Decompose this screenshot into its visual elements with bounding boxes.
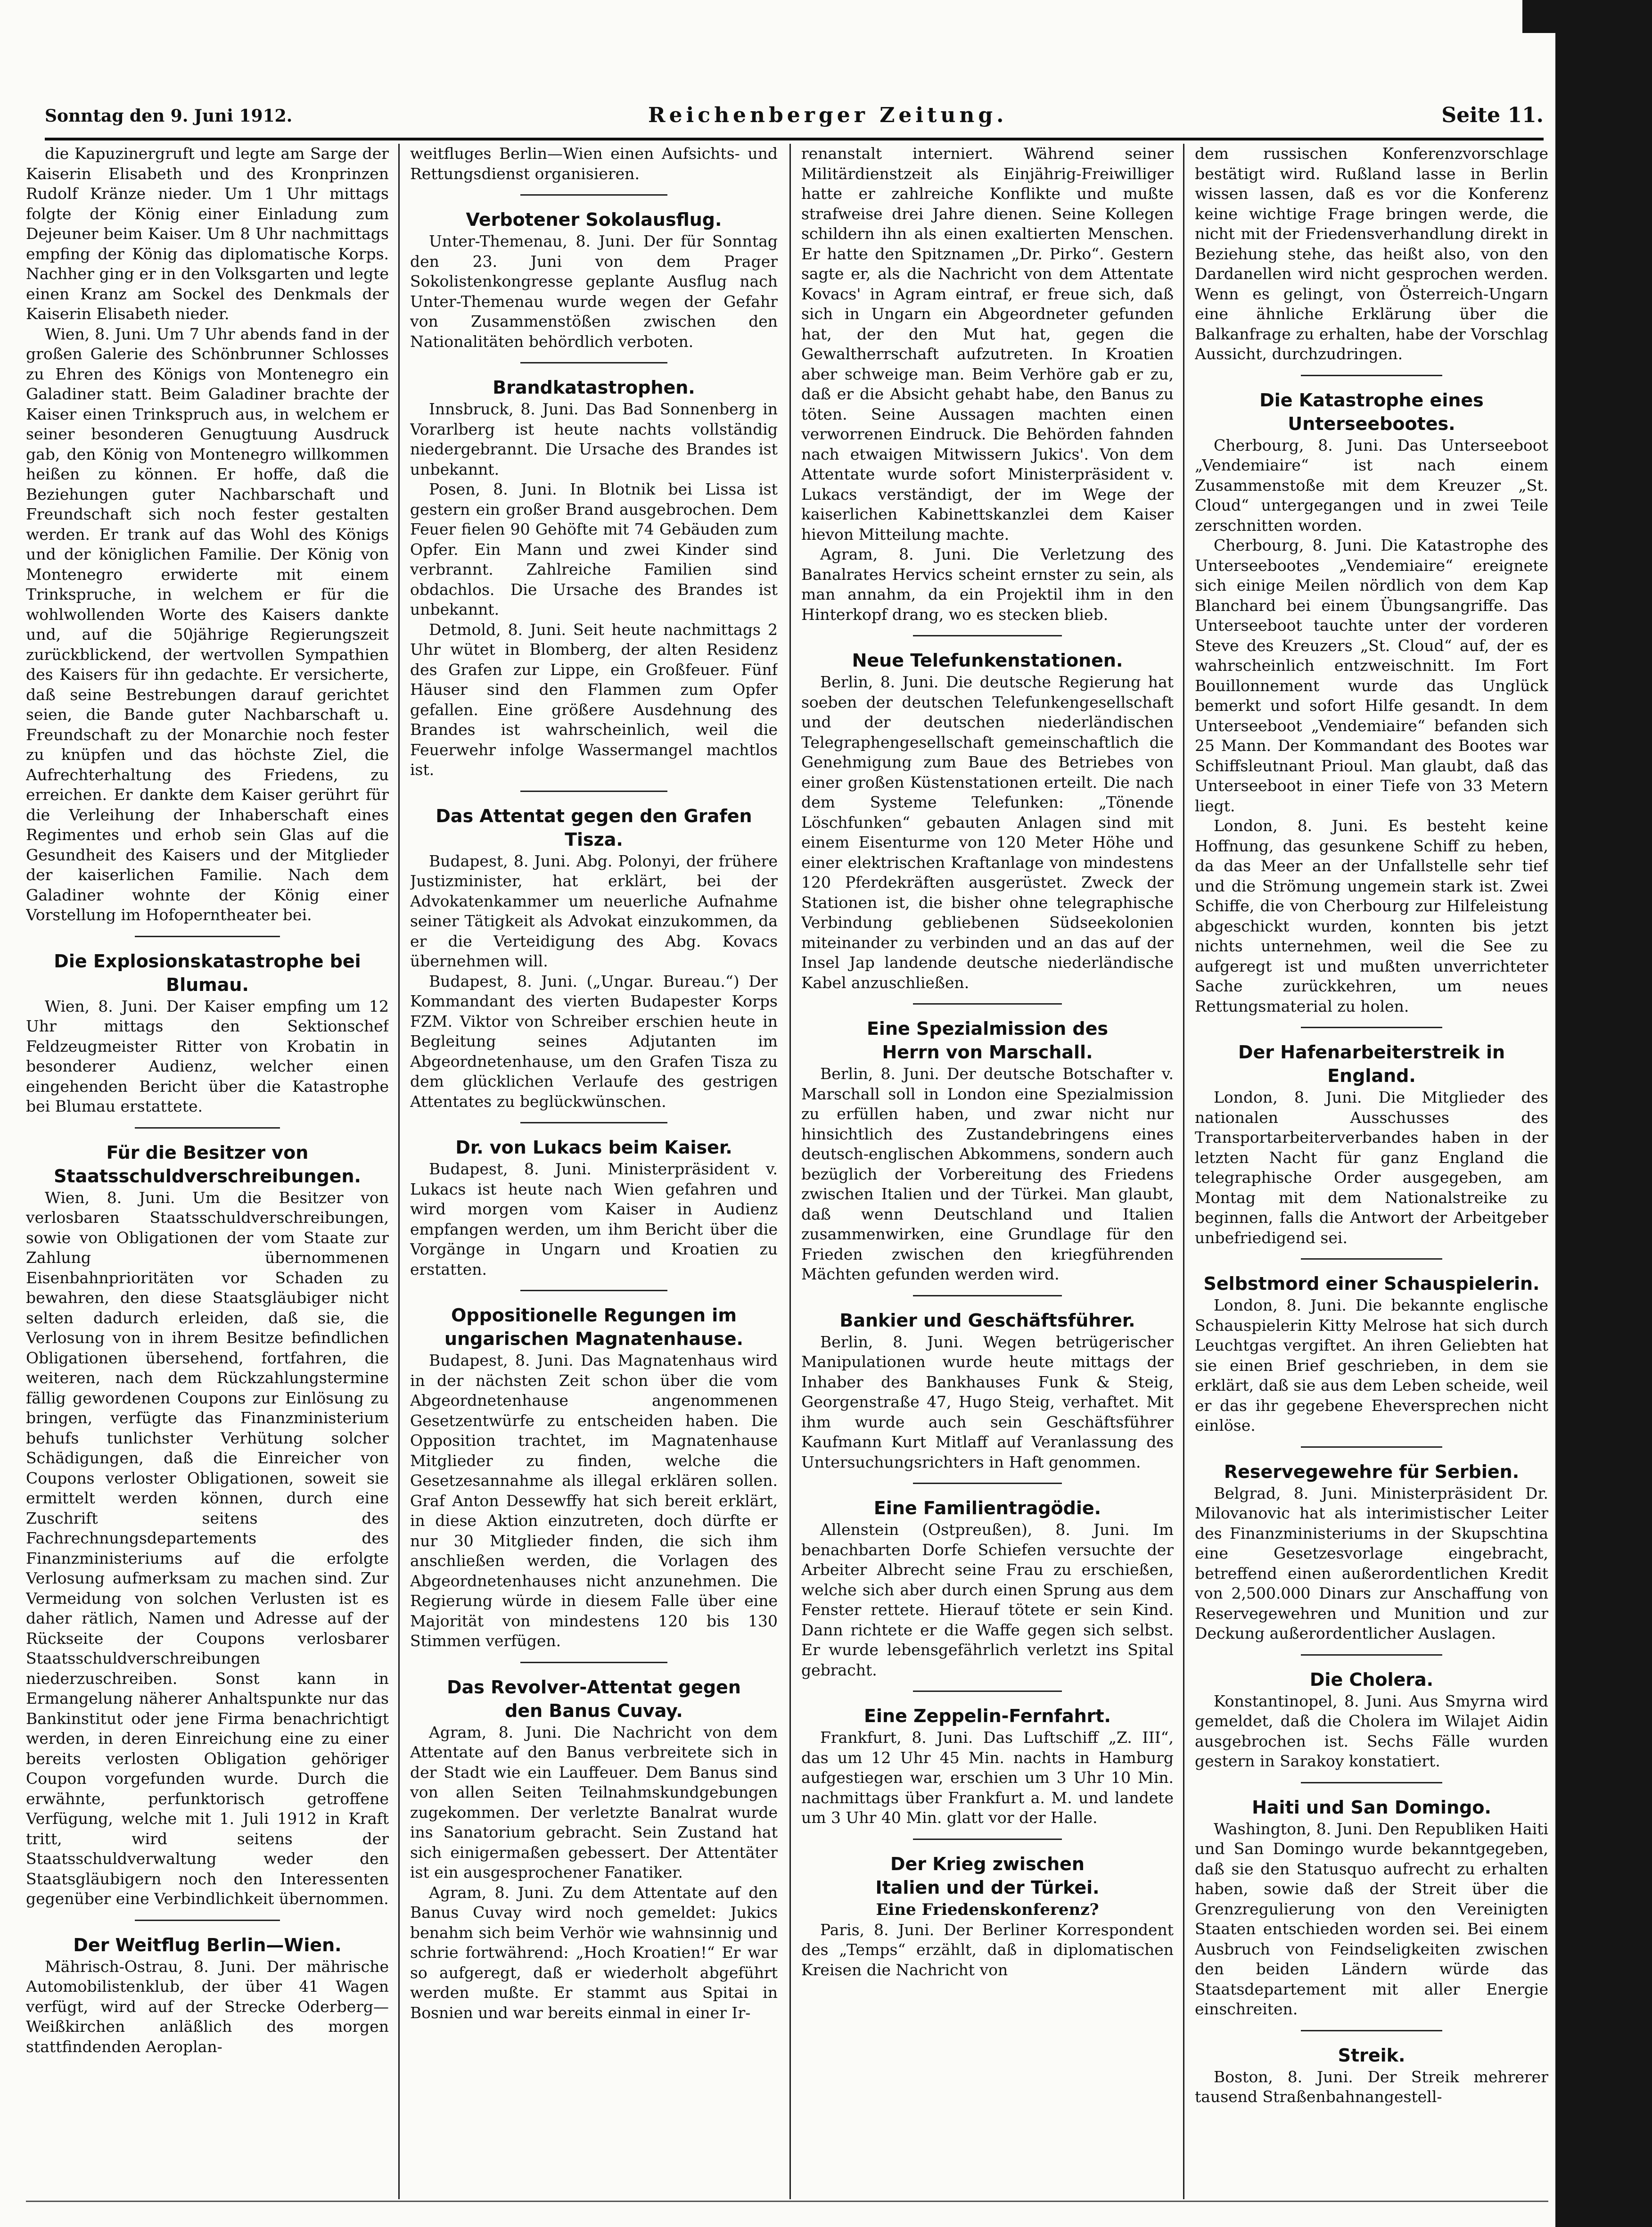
article-paragraph: Innsbruck, 8. Juni. Das Bad Sonnenberg in Vorarlberg ist heute nachts vollständig niedergebrannt. Die Ursache des Brandes ist unbekannt. (410, 400, 778, 478)
section-rule (520, 362, 667, 363)
article-headline: Staatsschuldverschreibungen. (54, 1165, 361, 1187)
article-headline: Italien und der Türkei. (875, 1877, 1100, 1898)
column-4 (1195, 144, 1548, 2199)
column-separator (398, 144, 400, 2199)
section-rule (135, 1127, 280, 1129)
article-headline: Eine Zeppelin-Fernfahrt. (864, 1706, 1111, 1726)
article-headline: Eine Familientragödie. (873, 1498, 1101, 1518)
section-rule (135, 936, 280, 937)
section-rule (520, 791, 667, 792)
article-paragraph: Berlin, 8. Juni. Wegen betrügerischer Manipulationen wurde heute mittags der Inhaber des Bankhauses Funk & Steig, Georgenstraße 47, Hugo Steig, verhaftet. Mit ihm wurde auch sein Geschäftsführer Kaufmann Kurt Mitlaff auf Veranlassung des Untersuchungsrichters in Haft genommen. (801, 1332, 1174, 1471)
section-rule (1301, 1446, 1442, 1448)
article-paragraph: Budapest, 8. Juni. Ministerpräsident v. Lukacs ist heute nach Wien gefahren und wird morgen vom Kaiser in Audienz empfangen werden, um ihm Bericht über die Vorgänge in Ungarn und Kroatien zu erstatten. (410, 1160, 778, 1278)
section-rule (520, 1290, 667, 1291)
article-paragraph: weitfluges Berlin—Wien einen Aufsichts- und Rettungsdienst organisieren. (410, 144, 778, 183)
article-paragraph: dem russischen Konferenzvorschlage bestätigt wird. Rußland lasse in Berlin wissen lassen, daß es vor die Konferenz keine wichtige Frage bringen werde, die nicht mit der Friedensverhandlung direkt in Beziehung stehe, das heißt also, von den Dardanellen wird nicht gesprochen werden. Wenn es gelingt, von Österreich-Ungarn eine ähnliche Erklärung über die Balkanfrage zu erhalten, habe der Vorschlag Aussicht, durchzudringen. (1195, 144, 1548, 363)
article-paragraph: Agram, 8. Juni. Die Verletzung des Banalrates Hervics scheint ernster zu sein, als man annahm, da ein Projektil ihm in den Hinterkopf drang, wo es stecken blieb. (801, 545, 1174, 624)
article-headline: Streik. (1338, 2045, 1405, 2066)
column-separator (789, 144, 791, 2199)
scan-border (1555, 0, 1652, 2227)
article-headline: Der Krieg zwischen (890, 1853, 1085, 1874)
article-headline: Verbotener Sokolausflug. (466, 209, 722, 230)
article-paragraph: Agram, 8. Juni. Zu dem Attentate auf den Banus Cuvay wird noch gemeldet: Jukics benahm sich beim Verhör wie wahnsinnig und schrie fortwährend: „Hoch Kroatien!“ Er war so aufgeregt, daß er wiederholt abgeführt werden mußte. Er stammt aus Spitai in Bosnien und war bereits einmal in einer Ir- (410, 1883, 778, 2022)
article-paragraph: Unter-Themenau, 8. Juni. Der für Sonntag den 23. Juni von dem Prager Sokolistenkongresse geplante Ausflug nach Unter-Themenau wurde wegen der Gefahr von Zusammenstößen zwischen den Nationalitäten behördlich verboten. (410, 232, 778, 351)
article-paragraph: London, 8. Juni. Die Mitglieder des nationalen Ausschusses des Transportarbeiterverbandes haben in der letzten Nacht für ganz England die telegraphische Order ausgegeben, am Montag mit dem Nationalstreike zu beginnen, falls die Antwort der Arbeitgeber unbefriedigend sei. (1195, 1088, 1548, 1247)
article-headline: Der Weitflug Berlin—Wien. (73, 1934, 342, 1955)
column-separator (1183, 144, 1184, 2199)
article-paragraph: Berlin, 8. Juni. Die deutsche Regierung hat soeben der deutschen Telefunkengesellschaft und der deutschen niederländischen Telegraphengesellschaft gemeinschaftlich die Genehmigung zum Baue des Betriebes von einer großen Küstenstationen erteilt. Die nach dem Systeme Telefunken: „Tönende Löschfunken“ gebauten Anlagen sind mit einem Eisenturme von 120 Meter Höhe und einer elektrischen Kraftanlage von mindestens 120 Pferdekräften ausgerüstet. Zweck der Stationen ist, die bisher ohne telegraphische Verbindung gebliebenen Südseekolonien miteinander zu verbinden und an das auf der Insel Jap landende deutsche niederländische Kabel anzuschließen. (801, 673, 1174, 992)
column-2 (410, 144, 778, 2199)
section-rule (520, 1122, 667, 1123)
bottom-rule (26, 2201, 1548, 2202)
article-paragraph: Detmold, 8. Juni. Seit heute nachmittags 2 Uhr wütet in Blomberg, der alten Residenz des Grafen zur Lippe, ein Großfeuer. Fünf Häuser sind den Flammen zum Opfer gefallen. Eine größere Ausdehnung des Brandes ist wahrscheinlich, weil die Feuerwehr infolge Wassermangel machtlos ist. (410, 620, 778, 779)
article-headline: Für die Besitzer von (106, 1142, 309, 1163)
section-rule (913, 1691, 1062, 1692)
article-headline: Die Explosionskatastrophe bei Blumau. (54, 950, 361, 995)
article-paragraph: Boston, 8. Juni. Der Streik mehrerer tausend Straßenbahnangestell- (1195, 2067, 1548, 2106)
section-rule (135, 1920, 280, 1921)
article-paragraph: Frankfurt, 8. Juni. Das Luftschiff „Z. III“, das um 12 Uhr 45 Min. nachts in Hamburg aufgestiegen war, erschien um 3 Uhr 10 Min. nachmittags über Frankfurt a. M. und landete um 3 Uhr 40 Min. glatt vor der Halle. (801, 1728, 1174, 1827)
section-rule (913, 1839, 1062, 1840)
article-headline: Das Revolver-Attentat gegen (447, 1676, 741, 1698)
section-rule (1301, 375, 1442, 376)
article-paragraph: Berlin, 8. Juni. Der deutsche Botschafter v. Marschall soll in London eine Spezialmission zu erfüllen haben, und zwar nicht nur hinsichtlich des Zustandebringens eines deutsch-englischen Abkommens, sondern auch bezüglich der Vorbereitung des Friedens zwischen Italien und der Türkei. Man glaubt, daß wenn Deutschland und Italien zusammenwirken, eine Grundlage für den Frieden zwischen den kriegführenden Mächten gefunden werden wird. (801, 1064, 1174, 1283)
header-date: Sonntag den 9. Juni 1912. (45, 106, 293, 126)
article-paragraph: Posen, 8. Juni. In Blotnik bei Lissa ist gestern ein großer Brand ausgebrochen. Dem Feuer fielen 90 Gehöfte mit 74 Gebäuden zum Opfer. Ein Mann und zwei Kinder sind verbrannt. Zahlreiche Familien sind obdachlos. Die Ursache des Brandes ist unbekannt. (410, 480, 778, 619)
article-headline: Herrn von Marschall. (882, 1042, 1093, 1063)
header-rule (45, 138, 1544, 140)
article-paragraph: Agram, 8. Juni. Die Nachricht von dem Attentate auf den Banus verbreitete sich in der Stadt wie ein Lauffeuer. Dem Banus sind von allen Seiten Teilnahmskundgebungen zugekommen. Der verletzte Banalrat wurde ins Sanatorium gebracht. Sein Zustand hat sich einigermaßen gebessert. Der Attentäter ist ein ausgesprochener Fanatiker. (410, 1723, 778, 1881)
article-paragraph: London, 8. Juni. Die bekannte englische Schauspielerin Kitty Melrose hat sich durch Leuchtgas vergiftet. An ihren Geliebten hat sie einen Brief geschrieben, in dem sie erklärt, daß sie aus dem Leben scheide, weil er das ihr gegebene Eheversprechen nicht einlöse. (1195, 1296, 1548, 1435)
article-headline: Neue Telefunkenstationen. (852, 650, 1123, 671)
article-headline: Dr. von Lukacs beim Kaiser. (455, 1137, 732, 1158)
article-paragraph: Konstantinopel, 8. Juni. Aus Smyrna wird gemeldet, daß die Cholera im Wilajet Aidin ausgebrochen ist. Sechs Fälle wurden gestern in Sarakoy konstatiert. (1195, 1691, 1548, 1770)
section-rule (520, 194, 667, 196)
section-rule (913, 635, 1062, 636)
column-1 (26, 144, 389, 2199)
header-page-number: Seite 11. (1441, 103, 1544, 127)
article-paragraph: Paris, 8. Juni. Der Berliner Korrespondent des „Temps“ erzählt, daß in diplomatischen Kreisen die Nachricht von (801, 1920, 1174, 1979)
article-paragraph: Cherbourg, 8. Juni. Das Unterseeboot „Vendemiaire“ ist nach einem Zusammenstoße mit dem Kreuzer „St. Cloud“ untergegangen und in zwei Teile zerschnitten worden. (1195, 436, 1548, 535)
article-headline: Die Katastrophe eines Unterseebootes. (1259, 389, 1484, 434)
article-subheadline: Eine Friedenskonferenz? (876, 1900, 1099, 1919)
article-headline: Selbstmord einer Schauspielerin. (1203, 1273, 1540, 1294)
article-paragraph: Budapest, 8. Juni. („Ungar. Bureau.“) Der Kommandant des vierten Budapester Korps FZM. Viktor von Schreiber erschien heute in Begleitung seines Adjutanten im Abgeordnetenhause, um den Grafen Tisza zu dem glücklichen Verlaufe des gestrigen Attentates zu beglückwünschen. (410, 972, 778, 1111)
article-headline: Bankier und Geschäftsführer. (839, 1310, 1135, 1331)
article-headline: Brandkatastrophen. (493, 377, 695, 398)
article-paragraph: Belgrad, 8. Juni. Ministerpräsident Dr. Milovanovic hat als interimistischer Leiter des Finanzministeriums in der Skupschtina eine Gesetzesvorlage eingebracht, betreffend einen außerordentlichen Kredit von 2,500.000 Dinars zur Anschaffung von Reservegewehren und Munition und zur Deckung außerordentlicher Auslagen. (1195, 1484, 1548, 1642)
article-paragraph: die Kapuzinergruft und legte am Sarge der Kaiserin Elisabeth und des Kronprinzen Rudolf Kränze nieder. Um 1 Uhr mittags folgte der König einer Einladung zum Dejeuner beim Kaiser. Um 8 Uhr nachmittags empfing der König das diplomatische Korps. Nachher ging er in den Volksgarten und legte einen Kranz am Sockel des Denkmals der Kaiserin Elisabeth nieder. (26, 144, 389, 323)
article-paragraph: renanstalt interniert. Während seiner Militärdienstzeit als Einjährig-Freiwilliger hatte er zahlreiche Konflikte und mußte strafweise drei Jahre dienen. Seine Kollegen schildern ihn als einen exaltierten Menschen. Er hatte den Spitznamen „Dr. Pirko“. Gestern sagte er, als die Nachricht von dem Attentate Kovacs' in Agram eintraf, er freue sich, daß sich in Ungarn ein Abgeordneter gefunden hat, der den Mut hat, gegen die Gewaltherrschaft aufzutreten. In Kroatien aber schweige man. Beim Verhöre gab er zu, daß er die Absicht gehabt habe, den Banus zu töten. Seine Aussagen machten einen verworrenen Eindruck. Die Behörden fahnden nach etwaigen Mitwissern Jukics'. Von dem Attentate wurde sofort Ministerpräsident v. Lukacs verständigt, der im Wege der kaiserlichen Kabinettskanzlei dem Kaiser hievon Mitteilung machte. (801, 144, 1174, 544)
article-headline: Haiti und San Domingo. (1252, 1797, 1491, 1818)
article-paragraph: Wien, 8. Juni. Um die Besitzer von verlosbaren Staatsschuldverschreibungen, sowie von Obligationen der vom Staate zur Zahlung übernommenen Eisenbahnprioritäten vor Schaden zu bewahren, den diese Staatsgläubiger nicht selten dadurch erleiden, daß sie, die Verlosung von in ihrem Besitze befindlichen Obligationen übersehend, fortfahren, die weiteren, nach dem Rückzahlungstermine fällig gewordenen Coupons zur Einlösung zu bringen, verfügte das Finanzministerium behufs tunlichster Verhütung solcher Schädigungen, daß die Einreicher von Coupons verloster Obligationen, soweit sie ermittelt werden können, durch eine Zuschrift seitens des Fachrechnungsdepartements des Finanzministeriums auf die erfolgte Verlosung aufmerksam zu machen sind. Zur Vermeidung von solchen Verlusten ist es daher rätlich, Namen und Adresse auf der Rückseite der Coupons verlosbarer Staatsschuldverschreibungen niederzuschreiben. Sonst kann in Ermangelung näherer Anhaltspunkte nur das Bankinstitut oder jene Firma benachrichtigt werden, in deren Einreichung eine zu einer bereits verlosten Obligation gehöriger Coupon vorgefunden wurde. Durch die erwähnte, perfunktorisch getroffene Verfügung, welche mit 1. Juli 1912 in Kraft tritt, wird seitens der Staatsschuldverwaltung weder den Staatsgläubigern noch den Interessenten gegenüber eine Verbindlichkeit übernommen. (26, 1188, 389, 1908)
column-3 (801, 144, 1174, 2199)
article-paragraph: Budapest, 8. Juni. Abg. Polonyi, der frühere Justizminister, hat erklärt, bei der Advokatenkammer um neuerliche Aufnahme seiner Tätigkeit als Advokat einzukommen, da er die Verteidigung des Abg. Kovacs übernehmen will. (410, 851, 778, 970)
section-rule (913, 1483, 1062, 1484)
section-rule (1301, 2030, 1442, 2031)
article-paragraph: Budapest, 8. Juni. Das Magnatenhaus wird in der nächsten Zeit schon über die vom Abgeordnetenhause angenommenen Gesetzentwürfe zu entscheiden haben. Die Opposition trachtet, im Magnatenhause Mitglieder zu finden, welche die Gesetzesannahme als illegal erklären sollen. Graf Anton Dessewffy hat sich bereit erklärt, in diese Aktion einzutreten, doch dürfte er nur 30 Mitglieder finden, die sich ihm anschließen werden, die Vorlagen des Abgeordnetenhauses nicht anzunehmen. Die Regierung würde in diesem Falle über eine Majorität von mindestens 120 bis 130 Stimmen verfügen. (410, 1351, 778, 1650)
article-headline: ungarischen Magnatenhause. (444, 1328, 743, 1349)
section-rule (913, 1003, 1062, 1005)
article-paragraph: Cherbourg, 8. Juni. Die Katastrophe des Unterseebootes „Vendemiaire“ ereignete sich einige Meilen nördlich von dem Kap Blanchard bei einem Übungsangriffe. Das Unterseeboot tauchte unter der vorderen Steve des Kreuzers „St. Cloud“ auf, der es wahrscheinlich entzweischnitt. Im Fort Bouillonnement wurde das Unglück bemerkt und sofort Hilfe gesandt. In dem Unterseeboot „Vendemiaire“ befanden sich 25 Mann. Der Kommandant des Bootes war Schiffsleutnant Prioul. Man glaubt, daß das Unterseeboot in einer Tiefe von 33 Metern liegt. (1195, 536, 1548, 815)
article-headline: Das Attentat gegen den Grafen Tisza. (436, 805, 752, 850)
article-headline: Eine Spezialmission des (866, 1018, 1109, 1039)
section-rule (1301, 1782, 1442, 1783)
article-headline: Reservegewehre für Serbien. (1224, 1461, 1520, 1482)
section-rule (1301, 1258, 1442, 1260)
article-headline: Der Hafenarbeiterstreik in England. (1238, 1042, 1505, 1086)
section-rule (1301, 1027, 1442, 1028)
article-paragraph: Allenstein (Ostpreußen), 8. Juni. Im benachbarten Dorfe Schiefen versuchte der Arbeiter Albrecht seine Frau zu erschießen, welche sich aber durch einen Sprung aus dem Fenster rettete. Hierauf tötete er sein Kind. Dann richtete er die Waffe gegen sich selbst. Er wurde lebensgefährlich verletzt ins Spital gebracht. (801, 1520, 1174, 1679)
section-rule (520, 1662, 667, 1663)
page-header (45, 101, 1544, 134)
article-paragraph: Washington, 8. Juni. Den Republiken Haiti und San Domingo wurde bekanntgegeben, daß sie den Statusquo aufrecht zu erhalten haben, sowie daß der Streit über die Grenzregulierung von den Vereinigten Staaten entschieden worden sei. Bei einem Ausbruch von Feindseligkeiten zwischen den beiden Ländern würde das Staatsdepartement mit aller Energie einschreiten. (1195, 1819, 1548, 2018)
article-headline: Die Cholera. (1309, 1669, 1434, 1690)
article-paragraph: Mährisch-Ostrau, 8. Juni. Der mährische Automobilistenklub, der über 41 Wagen verfügt, wird auf der Strecke Oderberg—Weißkirchen anläßlich des morgen stattfindenden Aeroplan- (26, 1957, 389, 2056)
article-paragraph: London, 8. Juni. Es besteht keine Hoffnung, das gesunkene Schiff zu heben, da das Meer an der Unfallstelle sehr tief und die Strömung ungemein stark ist. Zwei Schiffe, die von Cherbourg zur Hilfeleistung abgeschickt wurden, konnten bis jetzt nichts unternehmen, weil die See zu aufgeregt ist und mußten unverrichteter Sache zurückkehren, um neues Rettungsmaterial zu holen. (1195, 817, 1548, 1015)
header-paper-title: Reichenberger Zeitung. (648, 103, 1008, 127)
article-paragraph: Wien, 8. Juni. Um 7 Uhr abends fand in der großen Galerie des Schönbrunner Schlosses zu Ehren des Königs von Montenegro ein Galadiner statt. Beim Galadiner brachte der Kaiser einen Trinkspruch aus, in welchem er seiner besonderen Genugtuung Ausdruck gab, den König von Montenegro willkommen heißen zu können. Er hoffe, daß die Beziehungen guter Nachbarschaft und Freundschaft sich noch fester gestalten werden. Er trank auf das Wohl des Königs und der königlichen Familie. Der König von Montenegro erwiderte mit einem Trinkspruche, in welchem er für die wohlwollenden Worte des Kaisers dankte und, auf die 50jährige Regierungszeit zurückblickend, der wertvollen Sympathien des Kaisers für ihn gedachte. Er versicherte, daß seine Bestrebungen darauf gerichtet seien, die Bande guter Nachbarschaft u. Freundschaft zu der Monarchie noch fester zu knüpfen und das höchste Ziel, die Aufrechterhaltung des Friedens, zu erreichen. Er dankte dem Kaiser gerührt für die Verleihung der Inhaberschaft eines Regimentes und erhob sein Glas auf die Gesundheit des Kaisers und der Mitglieder der kaiserlichen Familie. Nach dem Galadiner wohnte der König einer Vorstellung im Hofoperntheater bei. (26, 324, 389, 924)
scan-border-top (1522, 0, 1652, 33)
article-headline: Oppositionelle Regungen im (451, 1305, 737, 1326)
article-headline: den Banus Cuvay. (505, 1700, 683, 1721)
section-rule (1301, 1654, 1442, 1656)
section-rule (913, 1295, 1062, 1296)
article-paragraph: Wien, 8. Juni. Der Kaiser empfing um 12 Uhr mittags den Sektionschef Feldzeugmeister Ritter von Krobatin in besonderer Audienz, welcher einen eingehenden Bericht über die Katastrophe bei Blumau erstattete. (26, 997, 389, 1115)
